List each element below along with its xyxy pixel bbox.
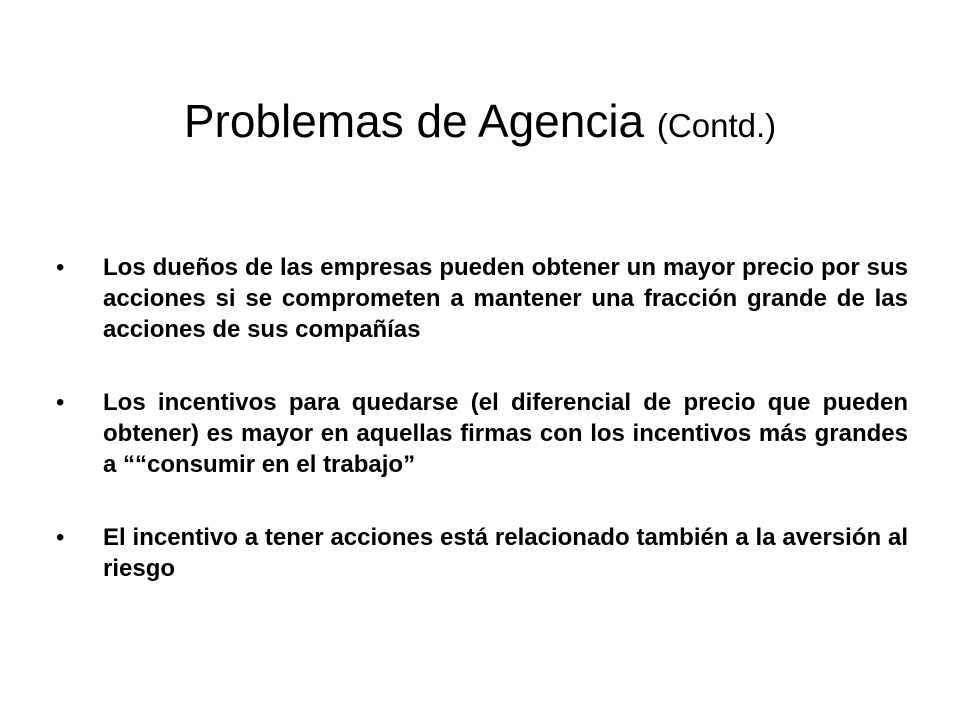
- bullet-list: [56, 252, 908, 584]
- bullet-item-3: [56, 522, 908, 584]
- bullet-text-1: Los dueños de las empresas pueden obtener un mayor precio por sus acciones si se comprometen a mantener una fracción grande de las acciones de sus compañías: [103, 254, 908, 343]
- bullet-dot-icon: •: [56, 389, 65, 416]
- title-main: Problemas de Agencia: [183, 94, 645, 147]
- bullet-item-2: [56, 387, 908, 480]
- bullet-item-1: [56, 252, 908, 345]
- slide-title: [0, 93, 960, 154]
- bullet-dot-icon: •: [56, 254, 65, 281]
- bullet-dot-icon: •: [56, 524, 65, 551]
- title-suffix: (Contd.): [656, 106, 777, 144]
- bullet-text-3: El incentivo a tener acciones está relacionado también a la aversión al riesgo: [103, 524, 908, 582]
- bullet-text-2: Los incentivos para quedarse (el diferencial de precio que pueden obtener) es mayor en aquellas firmas con los incentivos más grandes a ““consumir en el trabajo”: [103, 389, 908, 478]
